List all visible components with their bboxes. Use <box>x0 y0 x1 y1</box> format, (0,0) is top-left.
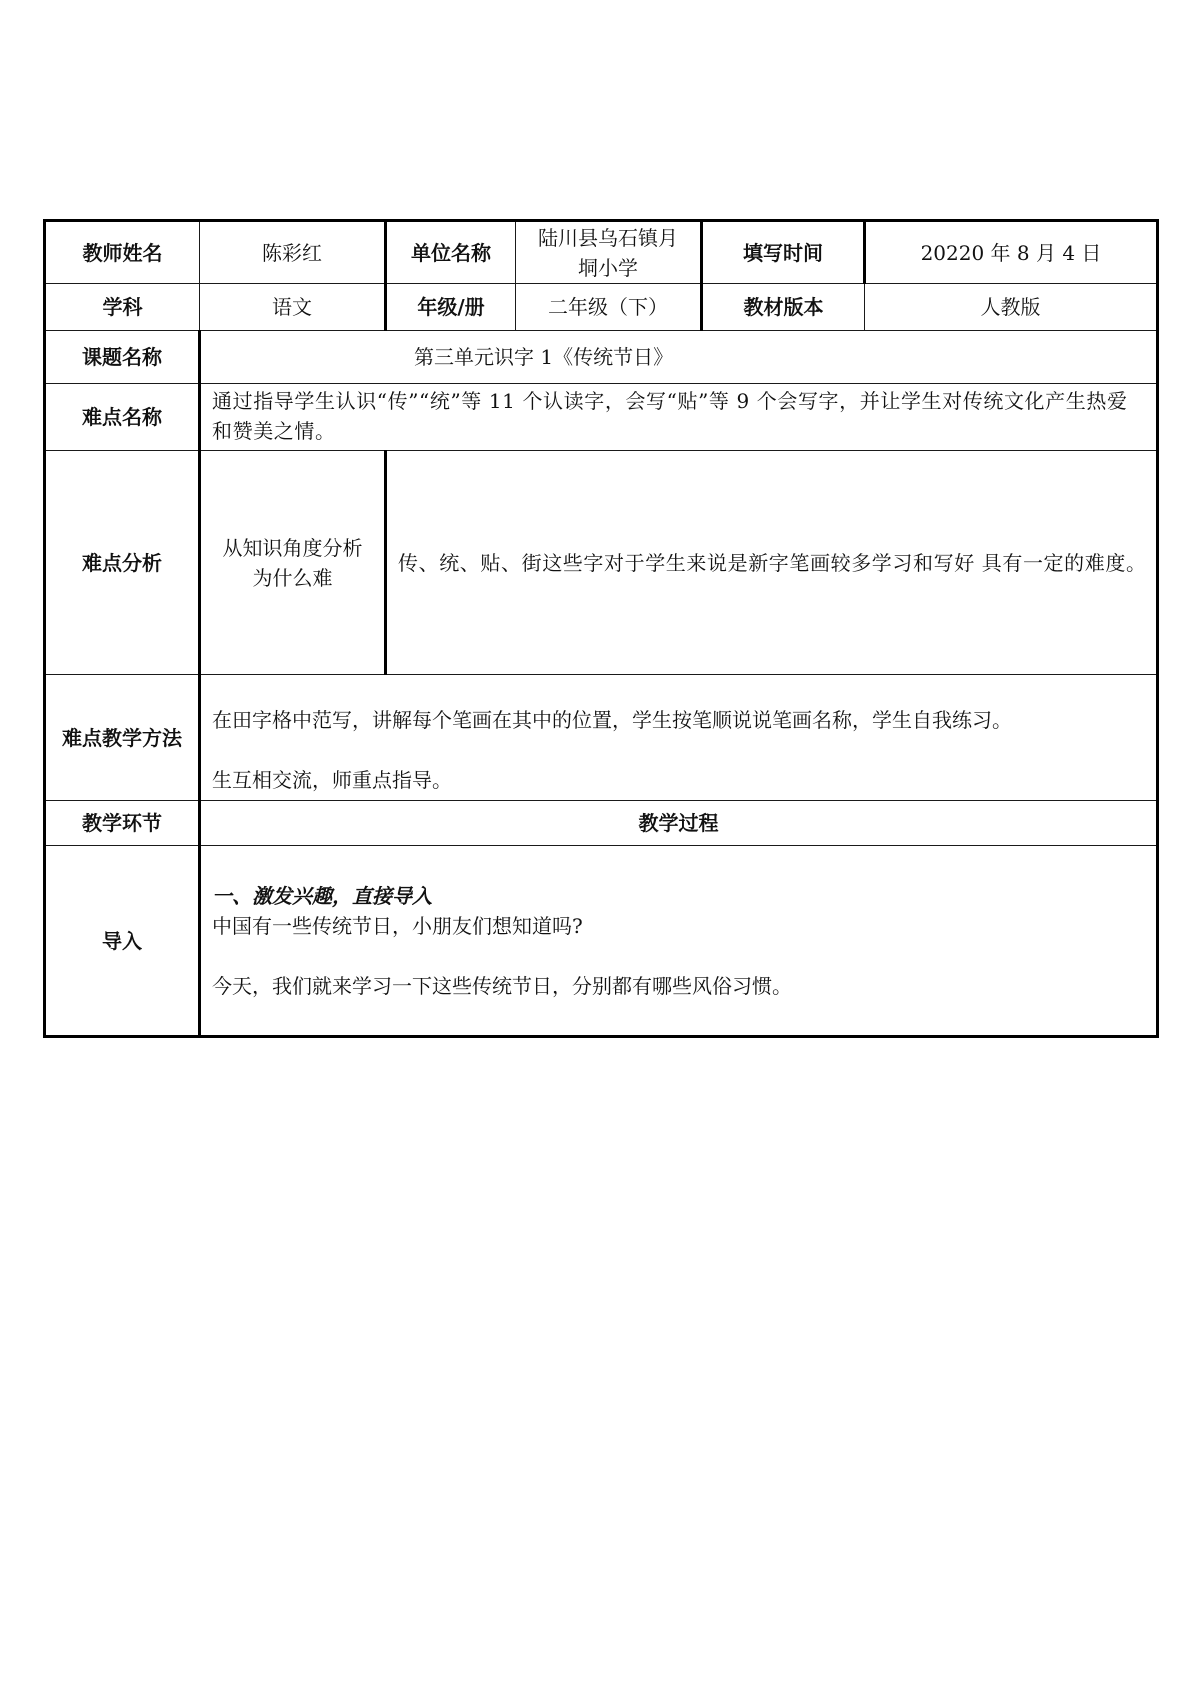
grade-value: 二年级（下） <box>516 284 702 331</box>
intro-line1: 中国有一些传统节日，小朋友们想知道吗? <box>212 914 583 938</box>
table-row <box>45 801 1158 846</box>
teacher-name-value: 陈彩红 <box>200 221 386 284</box>
method-line1: 在田字格中范写，讲解每个笔画在其中的位置，学生按笔顺说说笔画名称，学生自我练习。 <box>212 708 1012 732</box>
teaching-step-header: 教学环节 <box>45 801 200 846</box>
edition-label: 教材版本 <box>702 284 865 331</box>
table-row <box>45 331 1158 384</box>
method-line2: 生互相交流，师重点指导。 <box>212 768 452 792</box>
intro-line2: 今天，我们就来学习一下这些传统节日，分别都有哪些风俗习惯。 <box>212 974 792 998</box>
intro-section-title <box>212 881 1148 911</box>
analysis-label: 难点分析 <box>45 451 200 675</box>
intro-title-prefix: 一、 <box>212 884 252 908</box>
difficulty-value: 通过指导学生认识“传”“统”等 11 个认读字，会写“贴”等 9 个会写字，并让学生对传统文化产生热爱和赞美之情。 <box>200 384 1158 451</box>
table-row <box>45 675 1158 801</box>
difficulty-label: 难点名称 <box>45 384 200 451</box>
intro-label: 导入 <box>45 846 200 1037</box>
teaching-process-header: 教学过程 <box>200 801 1158 846</box>
unit-name-line2: 垌小学 <box>578 255 638 280</box>
method-value <box>200 675 1158 801</box>
intro-content <box>200 846 1158 1037</box>
fill-date-label: 填写时间 <box>702 221 865 284</box>
analysis-value: 传、统、贴、街这些字对于学生来说是新字笔画较多学习和写好 具有一定的难度。 <box>386 451 1158 675</box>
unit-name-label: 单位名称 <box>386 221 516 284</box>
table-row <box>45 451 1158 675</box>
subject-value: 语文 <box>200 284 386 331</box>
edition-value: 人教版 <box>865 284 1158 331</box>
teacher-name-label: 教师姓名 <box>45 221 200 284</box>
table-row <box>45 221 1158 284</box>
unit-name-value <box>516 221 702 284</box>
subject-label: 学科 <box>45 284 200 331</box>
fill-date-value: 20220 年 8 月 4 日 <box>865 221 1158 284</box>
intro-title-text: 激发兴趣，直接导入 <box>252 884 432 908</box>
table-row <box>45 384 1158 451</box>
table-row <box>45 846 1158 1037</box>
topic-value: 第三单元识字 1《传统节日》 <box>200 331 1158 384</box>
analysis-sub-label: 从知识角度分析为什么难 <box>200 451 386 675</box>
topic-label: 课题名称 <box>45 331 200 384</box>
unit-name-line1: 陆川县乌石镇月 <box>538 225 678 250</box>
grade-label: 年级/册 <box>386 284 516 331</box>
table-row <box>45 284 1158 331</box>
method-label: 难点教学方法 <box>45 675 200 801</box>
lesson-plan-table <box>43 219 1159 1038</box>
